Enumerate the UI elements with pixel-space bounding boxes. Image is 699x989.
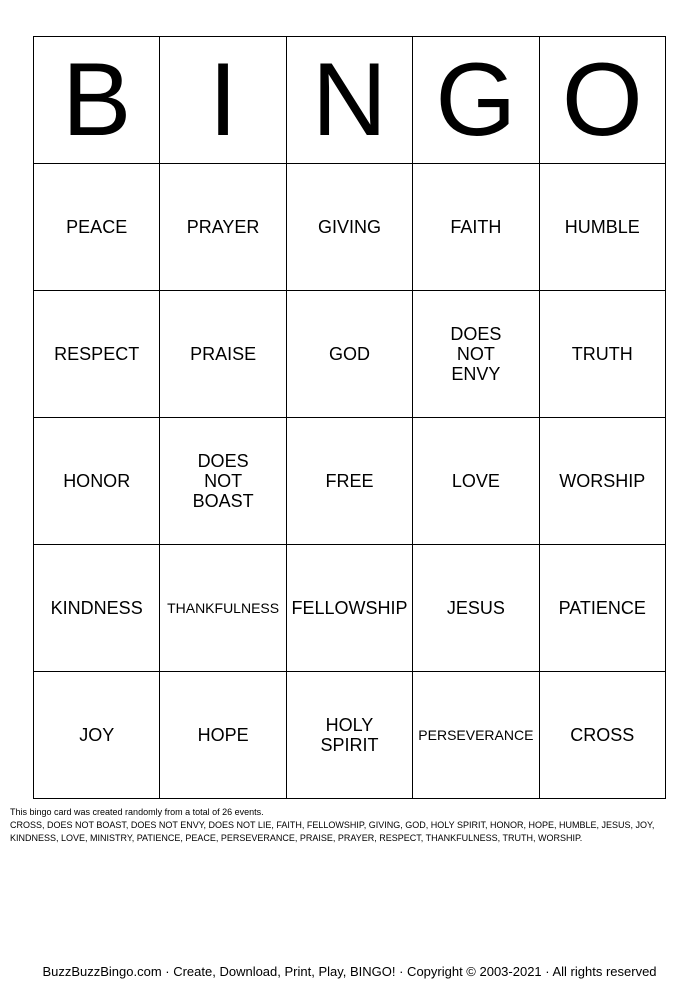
footer-copyright: BuzzBuzzBingo.com · Create, Download, Print, Play, BINGO! · Copyright © 2003-2021 · All rights reserved (42, 964, 657, 979)
card-cell (539, 418, 665, 545)
cell-text: HONOR (63, 471, 131, 491)
card-cell (160, 291, 286, 418)
card-cell (34, 545, 160, 672)
card-cell (539, 291, 665, 418)
card-row-3 (34, 418, 666, 545)
cell-text: PATIENCE (558, 598, 646, 618)
card-cell (413, 291, 539, 418)
cell-text: HOLY SPIRIT (320, 715, 379, 755)
bingo-card (33, 36, 666, 799)
cell-text: DOES NOT BOAST (192, 451, 254, 511)
card-cell (160, 672, 286, 799)
cell-text: HOPE (197, 725, 249, 745)
card-cell (413, 545, 539, 672)
card-cell (34, 418, 160, 545)
header-letter-o: O (539, 37, 665, 164)
cell-text: JESUS (446, 598, 505, 618)
cell-text: PEACE (66, 217, 128, 237)
header-row (34, 37, 666, 164)
card-cell (286, 291, 412, 418)
cell-text: PERSEVERANCE (418, 727, 534, 743)
cell-text: LOVE (451, 471, 500, 491)
header-letter-b: B (34, 37, 160, 164)
cell-text: HUMBLE (564, 217, 640, 237)
cell-text: KINDNESS (50, 598, 143, 618)
card-cell (286, 545, 412, 672)
cell-text: GIVING (317, 217, 381, 237)
card-cell (160, 545, 286, 672)
card-cell (34, 291, 160, 418)
card-events-note (10, 806, 680, 845)
card-cell (160, 418, 286, 545)
card-cell (413, 164, 539, 291)
cell-text: RESPECT (54, 344, 140, 364)
header-letter-g: G (413, 37, 539, 164)
cell-text: FREE (325, 471, 374, 491)
note-event-list: CROSS, DOES NOT BOAST, DOES NOT ENVY, DOES NOT LIE, FAITH, FELLOWSHIP, GIVING, GOD, HOLY SPIRIT, HONOR, HOPE, HUMBLE, JESUS, JOY, KINDNESS, LOVE, MINISTRY, PATIENCE, PEACE, PERSEVERANCE, PRAISE, PRAYER, RESPECT, THANKFULNESS, TRUTH, WORSHIP. (10, 820, 655, 843)
cell-text: FELLOWSHIP (291, 598, 408, 618)
card-cell (34, 164, 160, 291)
card-row-2 (34, 291, 666, 418)
card-cell (539, 672, 665, 799)
cell-text: WORSHIP (559, 471, 646, 491)
card-cell (539, 164, 665, 291)
cell-text: GOD (328, 344, 370, 364)
cell-text: CROSS (570, 725, 635, 745)
free-space-cell (286, 418, 412, 545)
card-cell (286, 164, 412, 291)
card-cell (413, 418, 539, 545)
cell-text: FAITH (450, 217, 502, 237)
card-row-1 (34, 164, 666, 291)
cell-text: PRAISE (190, 344, 257, 364)
note-intro: This bingo card was created randomly from a total of 26 events. (10, 807, 264, 817)
card-cell (286, 672, 412, 799)
card-cell (160, 164, 286, 291)
card-cell (34, 672, 160, 799)
card-cell (413, 672, 539, 799)
cell-text: PRAYER (186, 217, 260, 237)
header-letter-i: I (160, 37, 286, 164)
cell-text: DOES NOT ENVY (450, 324, 502, 384)
cell-text: TRUTH (571, 344, 633, 364)
card-cell (539, 545, 665, 672)
card-row-4 (34, 545, 666, 672)
cell-text: THANKFULNESS (167, 600, 280, 616)
card-row-5 (34, 672, 666, 799)
header-letter-n: N (286, 37, 412, 164)
cell-text: JOY (79, 725, 115, 745)
